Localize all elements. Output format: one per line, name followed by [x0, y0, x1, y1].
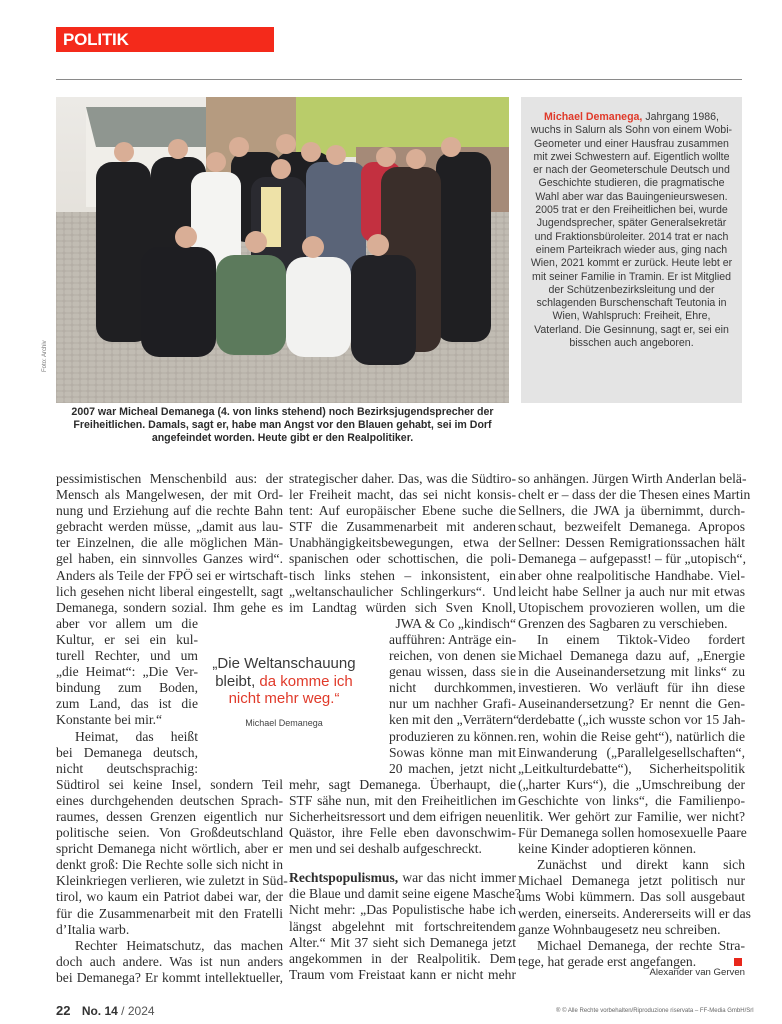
text-line: men und sei deshalb aufgeschreckt.	[289, 841, 482, 857]
text-line: Südtirol sei keine Insel, sondern Teil	[56, 776, 283, 792]
text-line: STF sähe nun, mit den Freiheitlichen im	[289, 792, 516, 808]
article-column-3	[518, 471, 751, 970]
text-line: Grenzen des Sagbaren zu verschieben.	[518, 615, 728, 631]
text-line: im Landtag würden sich Sven Knoll,	[289, 599, 516, 615]
header-divider	[56, 79, 742, 80]
text-line: Michael Demanega jetzt politisch nur	[518, 873, 745, 889]
text-line: aber ohne realpolitische Handhabe. Viel-	[518, 567, 745, 583]
article-author: Alexander van Gerven	[649, 967, 745, 978]
text-line: raumes, dessen Grenzen eigentlich nur	[56, 808, 283, 824]
text-line: spricht Demanega nicht wörtlich, aber er	[56, 841, 283, 857]
text-line: Kleinkriegen verlieren, wie zuletzt in Süd-	[56, 873, 288, 889]
issue-number: No. 14	[81, 1004, 118, 1018]
text-line: tent: Auf europäischer Ebene suche die	[289, 503, 516, 519]
text-line: Sicherheitsressort und dem eifrigen neuen	[289, 808, 518, 824]
text-fragment: war das nicht immer	[398, 870, 516, 886]
text-line: gebracht werden müsse, „damit aus lau-	[56, 519, 283, 535]
text-line: bindung zum Boden,	[56, 680, 198, 696]
bio-text-2: 2005 trat er den Freiheitlichen bei, wurde Jugendsprecher, später Generalsekretär und Fraktionsbüroleiter. 2014 trat er nach einem Parteikrach wieder aus, ging nach Wien, 2021 kommt er zurück. Heute lebt er mit seiner Familie in Tramin. Er ist Mitglied der Schützenbezirksleitung und der schlagenden Burschenschaft Teutonia in Wien, Wahlspruch: Freiheit, Ehre, Vaterland. Die Gesinnung, sagt er, sei ein bisschen auch angeboren.	[530, 204, 733, 350]
text-line: Mensch als Mangelwesen, der mit Ord-	[56, 487, 283, 503]
text-line: ler Freiheit macht, das sei nicht konsis-	[289, 487, 516, 503]
text-line: Anders als Teile der FPÖ sei er wirtschaft-	[56, 567, 288, 583]
pull-quote-author: Michael Demanega	[245, 717, 323, 728]
text-line: denkt groß: Die Rechte solle sich nicht in	[56, 857, 283, 873]
text-line: produzieren zu können.	[389, 728, 517, 744]
text-line: aber vor allem um die	[56, 615, 198, 631]
text-line: Demanega – aufgepasst! – für „utopisch“,	[518, 551, 746, 567]
text-line: reichen, von denen sie	[389, 648, 516, 664]
pull-quote-highlight: da komme ich nicht mehr weg.“	[228, 672, 353, 707]
text-line: angekommen in der Realpolitik. Dem	[289, 950, 516, 966]
text-line: tisch links stehen – inkonsistent, ein	[289, 567, 516, 583]
text-line: keine Kinder adoptieren können.	[518, 841, 697, 857]
text-line: genau wissen, dass sie	[389, 664, 516, 680]
text-line: Heimat, das heißt	[75, 728, 198, 744]
text-line: „Leitkulturdebatte“), Sicherheitspolitik	[518, 760, 745, 776]
text-line: turell Rechter, und um	[56, 648, 198, 664]
text-line: Geschichte von links“, die Familienpo-	[518, 792, 745, 808]
text-line: chelt er – dass der die Thesen eines Martin	[518, 487, 751, 503]
text-line: nung und Erziehung auf die rechte Bahn	[56, 503, 283, 519]
text-line: Kultur, er sei ein kul-	[56, 631, 198, 647]
bio-text: Jahrgang 1986, wuchs in Salurn als Sohn von einem Wobi-Geometer und einer Hausfrau zusammen mit zwei Schwestern auf. Eigentlich wollte er nach der Geometerschule Deutsch und Geschichte studieren, die pragmatische Wahl aber war das Bauingenieurswesen.	[530, 111, 733, 203]
text-line: pessimistischen Menschenbild aus: der	[56, 471, 283, 486]
text-line: werden, einerseits. Andererseits will er das	[518, 905, 751, 921]
text-line: Zunächst und direkt kann sich	[537, 857, 745, 873]
text-line: Quästor, ihre Felle eben davonschwim-	[289, 825, 516, 841]
section-label: POLITIK	[56, 27, 274, 52]
text-line: leicht habe Sellner ja auch nur mit etwas	[518, 583, 745, 599]
text-line: ganze Wohnbaugesetz neu schreiben.	[518, 921, 721, 937]
text-line: investieren. Wo verläuft für ihn diese	[518, 680, 745, 696]
text-line: Traum vom Freistaat kann er nicht mehr	[289, 966, 516, 982]
text-line: „die Heimat“: „Die Ver-	[56, 664, 198, 680]
text-line: ken mit den „Verrätern“	[389, 712, 520, 728]
text-line: eines durchgehenden deutschen Sprach-	[56, 792, 283, 808]
text-line: mehr, sagt Demanega. Überhaupt, die	[289, 776, 516, 792]
text-line: politische seien. Von Großdeutschland	[56, 825, 283, 841]
text-line: längst abgelehnt mit fortschreitendem	[289, 918, 516, 934]
text-line: Rechter Heimatschutz, das machen	[75, 937, 283, 953]
text-line: Sowas könne man mit	[389, 744, 516, 760]
text-line: zum Land, das ist die	[56, 696, 198, 712]
text-line: bei Demanega? Er kommt intellektueller,	[56, 969, 283, 985]
text-line: Alter.“ Mit 37 sieht sich Demanega jetzt	[289, 934, 516, 950]
text-line: Michael Demanega dazu auf, „Energie	[518, 648, 745, 664]
photo-caption: 2007 war Micheal Demanega (4. von links stehend) noch Bezirksjugendsprecher der Freiheitlichen. Damals, sagt er, habe man Angst vor den Blauen gehabt, sei im Dorf angefeindet worden. Heute gibt er den Realpolitiker.	[71, 406, 494, 445]
text-line: STF die Zusammenarbeit mit anderen	[289, 519, 516, 535]
bio-name: Michael Demanega,	[544, 111, 643, 123]
bio-infobox	[521, 97, 742, 403]
text-line: so anhängen. Jürgen Wirth Anderlan belä-	[518, 471, 747, 486]
text-line: für die Zusammenarbeit mit den Fratelli	[56, 905, 283, 921]
text-line: ter Einzelnen, die alle möglichen Män-	[56, 535, 283, 551]
text-line: Einwanderung („Parallelgesellschaften“,	[518, 744, 745, 760]
text-line: in die Auseinandersetzung mit links“ zu	[518, 664, 745, 680]
text-line: spanischen oder schottischen, die poli-	[289, 551, 516, 567]
text-line: nicht deutschsprachig:	[56, 760, 198, 776]
subhead-lead: Rechtspopulismus,	[289, 870, 399, 886]
text-line: 20 machen, jetzt nicht	[389, 760, 516, 776]
text-line: Für Demanega sollen homosexuelle Paare	[518, 825, 747, 841]
text-line: Nicht mehr: „Das Populistische habe ich	[289, 902, 516, 918]
text-line: JWA & Co „kindisch“	[395, 615, 516, 631]
group-photo	[56, 97, 509, 403]
text-line: „weltanschaulicher Schlingerkurs“. Und	[289, 583, 516, 599]
text-line: schaut, bezweifelt Demanega. Apropos	[518, 519, 745, 535]
text-line: Konstante bei mir.“	[56, 712, 163, 728]
text-line: Unabhängigkeitsbewegungen, etwa der	[289, 535, 516, 551]
text-line: Utopischem provozieren wollen, um die	[518, 599, 745, 615]
text-line: („harter Kurs“), die „Umschreibung der	[518, 776, 745, 792]
text-line: gel haben, ein sinnvolles Ganzes wird“.	[56, 551, 283, 567]
text-line: tirol, wo kaum ein Patriot dabei war, der	[56, 889, 283, 905]
text-fragment: tege, hat gerade erst angefangen.	[518, 953, 697, 969]
pull-quote-text: „Die Weltanschauung bleibt,	[212, 655, 356, 690]
text-line: nur um nachher Grafi-	[389, 696, 516, 712]
photo-credit: Foto: Archiv	[42, 340, 48, 372]
text-line: Demanega, sondern sozial. Ihm gehe es	[56, 599, 283, 615]
text-line: strategischer daher. Das, was die Südtiro-	[289, 471, 516, 486]
end-mark-icon	[734, 958, 742, 966]
page-number: 22	[56, 1003, 71, 1018]
page-footer	[56, 1003, 155, 1018]
paragraph-gap	[289, 857, 516, 870]
text-line: doch auch andere. Was ist nun anders	[56, 953, 283, 969]
text-line: Sellners, die JWA ja übernimmt, durch-	[518, 503, 745, 519]
text-line: derdebatte („ich wusste schon vor 15 Jah-	[518, 712, 746, 728]
text-line: ren, wohin die Reise geht“), natürlich die	[518, 728, 745, 744]
text-line	[289, 870, 516, 886]
text-line: Sellner: Dessen Remigrationssachen hält	[518, 535, 745, 551]
text-line: Michael Demanega, der rechte Stra-	[537, 937, 745, 953]
text-line: ums Wobi kümmern. Das soll ausgebaut	[518, 889, 745, 905]
article-column-2	[289, 471, 521, 983]
text-line: bei Demanega deutsch,	[56, 744, 198, 760]
issue-year: / 2024	[121, 1004, 155, 1018]
text-line: die Blaue und damit seine eigene Masche?	[289, 886, 521, 902]
text-line: lich gesehen nicht liberal eingestellt, sagt	[56, 583, 283, 599]
text-line: Auseinandersetzung? Er nennt die Gen-	[518, 696, 745, 712]
text-line: nicht durchkommen,	[389, 680, 516, 696]
copyright-notice: ® © Alle Rechte vorbehalten/Riproduzione riservata – FF-Media GmbH/Srl	[556, 1008, 754, 1014]
text-line: aufführen: Anträge ein-	[389, 631, 517, 647]
text-line: d’Italia warb.	[56, 921, 130, 937]
text-line: litik. Wer gehört zur Familie, wer nicht?	[518, 808, 745, 824]
text-line: In einem Tiktok-Video fordert	[537, 631, 745, 647]
